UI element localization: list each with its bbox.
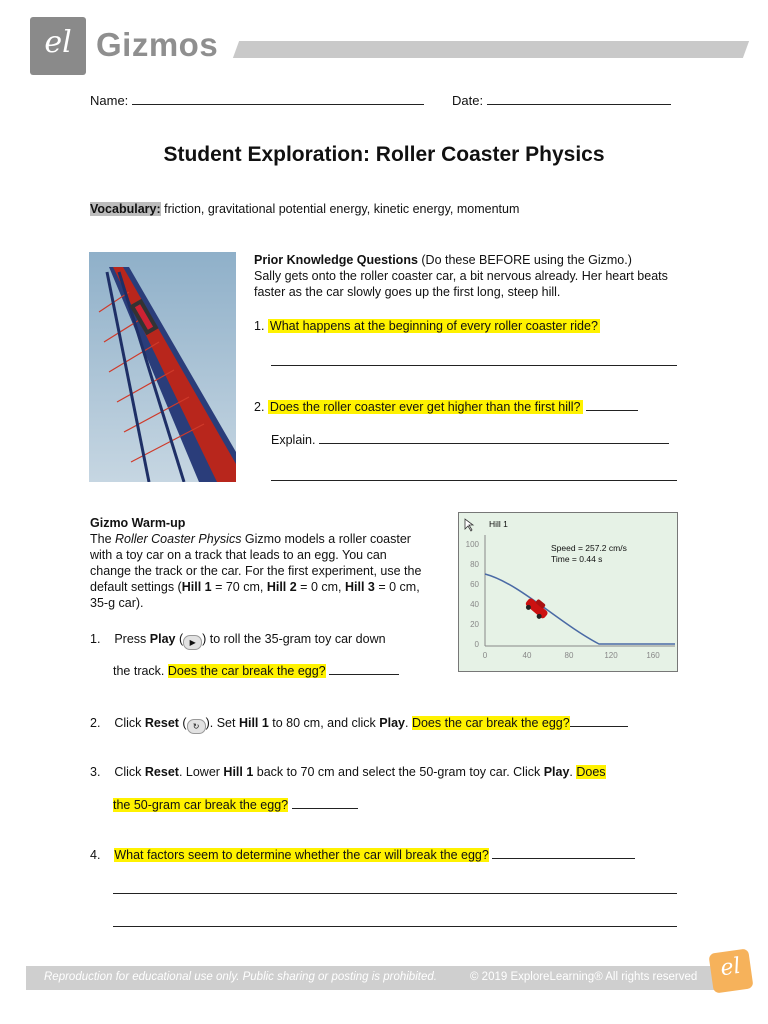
y-tick-80: 80 bbox=[470, 560, 479, 569]
prior-intro: Sally gets onto the roller coaster car, a bit nervous already. Her heart beats faster as the car slowly goes up the first long, steep hill. bbox=[254, 269, 668, 299]
footer-logo-mark: el bbox=[718, 953, 743, 982]
q1-text: What happens at the beginning of every roller coaster ride? bbox=[269, 319, 598, 333]
step-2-text-c: ). Set bbox=[205, 716, 239, 730]
warmup-heading: Gizmo Warm-up bbox=[90, 516, 186, 530]
warmup-text-1: The bbox=[90, 532, 116, 546]
prior-knowledge bbox=[254, 252, 684, 300]
step-1 bbox=[90, 631, 386, 650]
y-tick-0: 0 bbox=[474, 640, 479, 649]
q2-answer-blank[interactable] bbox=[586, 410, 638, 411]
step-1-text-d: the track. bbox=[113, 664, 168, 678]
step-2-number: 2. bbox=[90, 716, 101, 730]
prior-question-1 bbox=[254, 318, 600, 334]
warmup-hill2: Hill 2 bbox=[266, 580, 297, 594]
explain-blank[interactable] bbox=[319, 443, 669, 444]
header-bar bbox=[233, 41, 749, 58]
step-2-question-text: Does the car break the egg? bbox=[411, 716, 570, 730]
warmup-hill3: Hill 3 bbox=[344, 580, 375, 594]
gizmo-graph bbox=[458, 512, 678, 672]
step-2-text-e: . bbox=[405, 716, 412, 730]
prior-heading: Prior Knowledge Questions bbox=[254, 253, 418, 267]
warmup-intro bbox=[90, 515, 422, 611]
step-4-answer-line-1[interactable] bbox=[113, 893, 677, 894]
step-1-number: 1. bbox=[90, 632, 101, 646]
footer-copyright-notice: Reproduction for educational use only. Public sharing or posting is prohibited. bbox=[44, 971, 437, 983]
warmup-hill1: Hill 1 bbox=[181, 580, 212, 594]
step-4-answer-line-2[interactable] bbox=[113, 926, 677, 927]
explain-answer-line[interactable] bbox=[271, 480, 677, 481]
logo-mark: el bbox=[44, 25, 72, 60]
step-2-answer-blank[interactable] bbox=[570, 726, 628, 727]
footer-rights: © 2019 ExploreLearning® All rights reserved bbox=[470, 971, 698, 983]
page-title: Student Exploration: Roller Coaster Physics bbox=[163, 143, 605, 166]
step-1-text-c: ) to roll the 35-gram toy car down bbox=[202, 632, 386, 646]
step-2-text-b: ( bbox=[178, 716, 187, 730]
vocab-label: Vocabulary: bbox=[90, 202, 161, 216]
x-tick-80: 80 bbox=[564, 651, 574, 660]
date-label: Date: bbox=[452, 93, 484, 108]
step-2 bbox=[90, 715, 628, 734]
play-icon: ▶ bbox=[183, 635, 202, 650]
q1-answer-line[interactable] bbox=[271, 365, 677, 366]
toy-car-icon bbox=[523, 594, 551, 621]
explain-row bbox=[271, 432, 669, 448]
y-tick-40: 40 bbox=[470, 600, 479, 609]
q2-number: 2. bbox=[254, 400, 265, 414]
warmup-v2: = 0 cm, bbox=[296, 580, 345, 594]
prior-heading-note: (Do these BEFORE using the Gizmo.) bbox=[417, 253, 632, 267]
step-1-question-text: Does the car break the egg? bbox=[167, 664, 326, 678]
brand-name: Gizmos bbox=[96, 26, 219, 63]
graph-time: Time = 0.44 s bbox=[551, 554, 603, 564]
step-3 bbox=[90, 764, 606, 780]
step-1-answer-blank[interactable] bbox=[329, 674, 399, 675]
cursor-icon bbox=[465, 519, 473, 531]
x-tick-160: 160 bbox=[646, 651, 660, 660]
warmup-gizmo-name: Roller Coaster Physics bbox=[115, 532, 242, 546]
step-3-question-start: Does bbox=[576, 765, 606, 779]
step-1-text-b: ( bbox=[175, 632, 184, 646]
name-label: Name: bbox=[90, 93, 129, 108]
step-3-text-b: . Lower bbox=[178, 765, 224, 779]
gizmos-logo bbox=[30, 17, 86, 75]
step-2-text-a: Click bbox=[114, 716, 145, 730]
y-tick-100: 100 bbox=[465, 540, 479, 549]
prior-question-2 bbox=[254, 399, 638, 415]
step-3-text-a: Click bbox=[114, 765, 145, 779]
step-3-number: 3. bbox=[90, 765, 101, 779]
step-2-reset: Reset bbox=[144, 716, 179, 730]
step-4-question-text: What factors seem to determine whether the car will break the egg? bbox=[114, 848, 489, 862]
explorelearning-logo bbox=[708, 948, 753, 993]
step-3-text-c: back to 70 cm and select the 50-gram toy car. Click bbox=[253, 765, 544, 779]
graph-speed: Speed = 257.2 cm/s bbox=[551, 543, 627, 553]
x-tick-0: 0 bbox=[482, 651, 488, 660]
step-3-reset: Reset bbox=[144, 765, 179, 779]
warmup-v1: = 70 cm, bbox=[211, 580, 267, 594]
step-1-question bbox=[113, 663, 399, 679]
name-line[interactable] bbox=[132, 104, 424, 105]
step-4-answer-blank[interactable] bbox=[492, 858, 635, 859]
date-line[interactable] bbox=[487, 104, 671, 105]
warmup-v3: = 0 cm, 35-g car). bbox=[90, 580, 420, 610]
step-2-hill: Hill 1 bbox=[238, 716, 269, 730]
step-3-play: Play bbox=[543, 765, 570, 779]
q2-text: Does the roller coaster ever get higher than the first hill? bbox=[269, 400, 581, 414]
track-curve bbox=[485, 574, 675, 644]
graph-hill-label: Hill 1 bbox=[489, 519, 508, 529]
step-3-hill: Hill 1 bbox=[223, 765, 254, 779]
explain-label: Explain. bbox=[271, 433, 316, 447]
step-2-text-d: to 80 cm, and click bbox=[268, 716, 380, 730]
reset-icon: ↻ bbox=[187, 719, 206, 734]
step-3-question bbox=[113, 797, 358, 813]
step-3-text-d: . bbox=[569, 765, 577, 779]
vocabulary bbox=[90, 202, 519, 216]
step-1-play: Play bbox=[149, 632, 176, 646]
y-tick-60: 60 bbox=[470, 580, 479, 589]
step-2-play: Play bbox=[379, 716, 405, 730]
step-4-number: 4. bbox=[90, 848, 101, 862]
step-4 bbox=[90, 847, 635, 863]
step-1-text-a: Press bbox=[114, 632, 150, 646]
y-tick-20: 20 bbox=[470, 620, 479, 629]
roller-coaster-photo bbox=[89, 252, 236, 482]
x-tick-40: 40 bbox=[522, 651, 532, 660]
vocab-terms: friction, gravitational potential energy, kinetic energy, momentum bbox=[160, 202, 520, 216]
name-field[interactable] bbox=[90, 93, 424, 108]
x-tick-120: 120 bbox=[604, 651, 618, 660]
warmup-text-2: Gizmo models a roller coaster with a toy car on a track that leads to an egg. You can change the track or the car. For the first experiment, use the default settings ( bbox=[90, 532, 422, 594]
step-3-question-text: the 50-gram car break the egg? bbox=[113, 798, 289, 812]
step-3-answer-blank[interactable] bbox=[292, 808, 358, 809]
date-field[interactable] bbox=[452, 93, 671, 108]
q1-number: 1. bbox=[254, 319, 265, 333]
